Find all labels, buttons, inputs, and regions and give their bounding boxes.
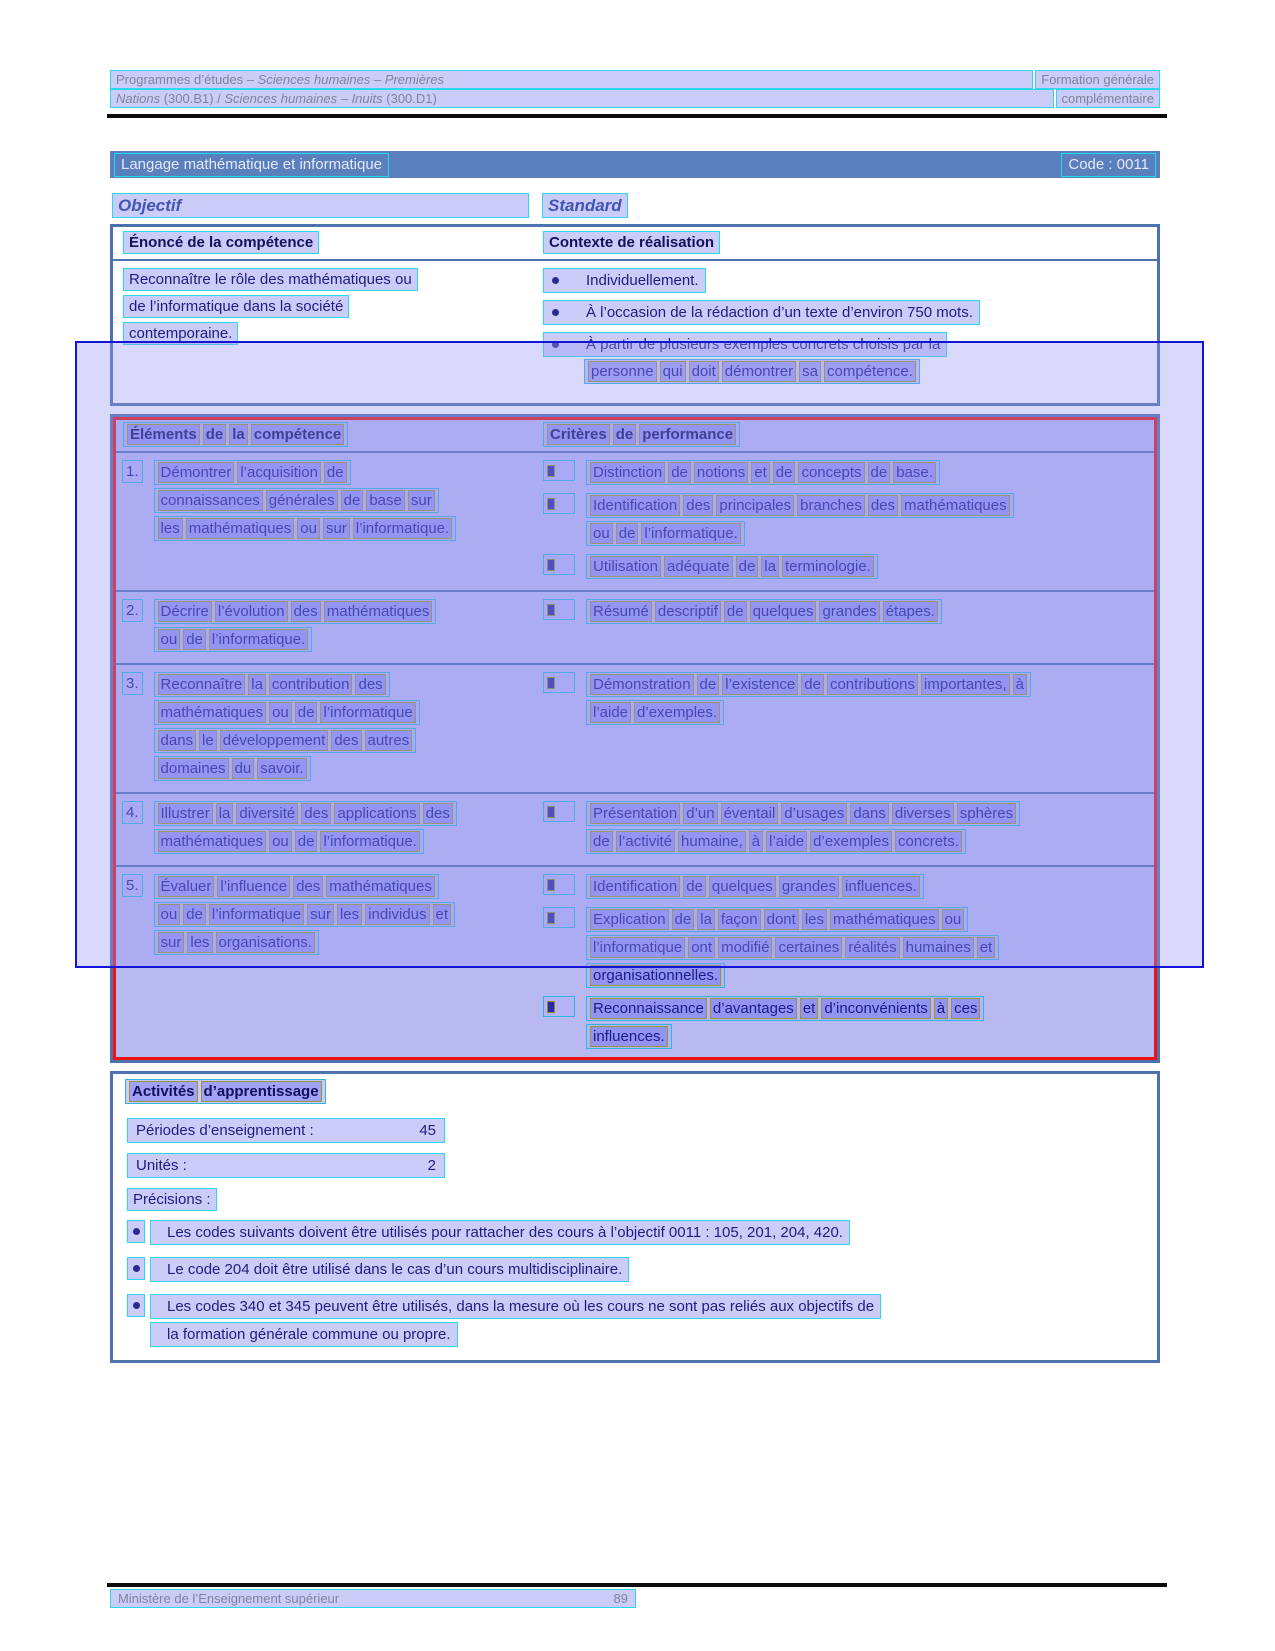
periods-value: 45: [419, 1122, 436, 1139]
competence-table: [110, 224, 1160, 406]
criteria-item: [543, 672, 1157, 728]
element-lines: [154, 672, 420, 784]
note-text: Le code 204 doit être utilisé dans le cas d’un cours multidisciplinaire.: [150, 1257, 629, 1282]
note-text: Les codes 340 et 345 peuvent être utilisés, dans la mesure où les cours ne sont pas reliés aux objectifs de: [150, 1294, 881, 1319]
criteria-item: [543, 493, 1157, 549]
header-line2-left: [110, 89, 1054, 108]
header-line-2: [110, 89, 1160, 108]
element-text: domaines du savoir.: [154, 756, 311, 781]
elements-table-header: [113, 417, 1157, 453]
element-text: connaissances générales de base sur: [154, 488, 439, 513]
element-text: Décrire l’évolution des mathématiques: [154, 599, 437, 624]
header-text-italic: Nations: [116, 91, 161, 106]
bullet-icon: [543, 599, 575, 620]
elements-header-cell: [113, 422, 543, 447]
header-text-regular: (300.B1) /: [160, 91, 225, 106]
criteria-text: Présentation d’un éventail d’usages dans diverses sphères: [586, 801, 1020, 826]
element-lines: [154, 599, 437, 655]
periods-label: Périodes d’enseignement :: [136, 1122, 314, 1139]
element-cell: [113, 801, 543, 857]
element-text: les mathématiques ou sur l’informatique.: [154, 516, 457, 541]
criteria-cell: [543, 599, 1157, 655]
activities-header-row: [113, 1074, 1157, 1108]
context-text: À partir de plusieurs exemples concrets choisis par la: [586, 336, 941, 353]
bullet-icon: [543, 672, 575, 693]
header-rule: [107, 114, 1167, 118]
element-lines: [154, 874, 456, 958]
element-text: mathématiques ou de l’informatique: [154, 700, 420, 725]
table-row: [113, 663, 1157, 792]
table-row: [113, 865, 1157, 1060]
header-line1-right: Formation générale: [1035, 70, 1160, 89]
table-row: [113, 590, 1157, 663]
objective-title-bar: [110, 151, 1160, 178]
bullet-icon: [543, 554, 575, 575]
criteria-cell: [543, 672, 1157, 784]
contexte-header: Contexte de réalisation: [543, 231, 720, 254]
element-cell: [113, 599, 543, 655]
note-text: Les codes suivants doivent être utilisés pour rattacher des cours à l’objectif 0011 : 105, 201, 204, 420.: [150, 1220, 850, 1245]
bullet-icon: [543, 460, 575, 481]
statement-text: de l’informatique dans la société: [123, 295, 349, 318]
criteria-text: organisationnelles.: [586, 963, 725, 988]
criteria-item: [543, 599, 1157, 627]
criteria-cell: [543, 874, 1157, 1052]
criteria-text: Démonstration de l’existence de contributions importantes, à: [586, 672, 1031, 697]
element-cell: [113, 672, 543, 784]
objectif-standard-row: [110, 193, 1160, 218]
header-line1-left: [110, 70, 1033, 89]
criteria-text: Utilisation adéquate de la terminologie.: [586, 554, 878, 579]
criteria-item: [543, 874, 1157, 902]
footer-line: [110, 1589, 636, 1608]
bullet-icon: [552, 309, 559, 316]
periods-field: [127, 1118, 445, 1143]
statement-text: Reconnaître le rôle des mathématiques ou: [123, 268, 418, 291]
statement-text: contemporaine.: [123, 322, 238, 345]
note-text: la formation générale commune ou propre.: [150, 1322, 458, 1347]
page-header: [110, 70, 1160, 118]
note-item: [127, 1220, 1157, 1248]
element-text: mathématiques ou de l’informatique.: [154, 829, 424, 854]
context-line: [543, 300, 980, 325]
objectif-label: Objectif: [112, 193, 529, 218]
bullet-icon: [543, 493, 575, 514]
statement-line: [123, 268, 543, 291]
criteria-item: [543, 996, 1157, 1052]
element-cell: [113, 460, 543, 582]
context-wrap-line: [584, 359, 1157, 384]
competence-table-header: [113, 227, 1157, 261]
criteria-text: Identification des principales branches des mathématiques: [586, 493, 1014, 518]
criteria-text: l’informatique ont modifié certaines réalités humaines et: [586, 935, 999, 960]
element-text: dans le développement des autres: [154, 728, 417, 753]
criteria-text: Reconnaissance d’avantages et d’inconvénients à ces: [586, 996, 984, 1021]
item-number: 1.: [122, 460, 143, 483]
criteria-item: [543, 801, 1157, 857]
element-lines: [154, 801, 457, 857]
bullet-icon: [127, 1220, 145, 1243]
criteria-item: [543, 460, 1157, 488]
header-line2-right: complémentaire: [1056, 89, 1161, 108]
header-text-regular: Programmes d’études –: [116, 72, 258, 87]
footer-rule: [107, 1583, 1167, 1587]
item-number: 5.: [122, 874, 143, 897]
header-text-italic: Sciences humaines – Premières: [257, 72, 445, 87]
table-row: [113, 792, 1157, 865]
element-lines: [154, 460, 457, 544]
criteria-text: Distinction de notions et de concepts de base.: [586, 460, 940, 485]
context-text: À l’occasion de la rédaction d’un texte d’environ 750 mots.: [586, 304, 973, 321]
competence-table-body: [113, 261, 1157, 403]
elements-header: Éléments de la compétence: [123, 422, 348, 447]
precisions-label: Précisions :: [127, 1188, 217, 1211]
units-label: Unités :: [136, 1157, 187, 1174]
standard-label: Standard: [542, 193, 628, 218]
enonce-header: Énoncé de la compétence: [123, 231, 319, 254]
header-text-italic: Sciences humaines – Inuits: [224, 91, 383, 106]
objective-title: Langage mathématique et informatique: [114, 153, 389, 177]
statement-cell: [113, 268, 543, 391]
footer-text: Ministère de l’Enseignement supérieur: [118, 1591, 340, 1606]
context-text: personne qui doit démontrer sa compétence.: [584, 359, 920, 384]
bullet-icon: [543, 996, 575, 1017]
context-line: [543, 332, 947, 357]
item-number: 2.: [122, 599, 143, 622]
criteria-text: l’aide d’exemples.: [586, 700, 724, 725]
context-text: Individuellement.: [586, 272, 699, 289]
contexte-header-cell: [543, 231, 1157, 254]
criteria-text: Explication de la façon dont les mathématiques ou: [586, 907, 968, 932]
element-text: Reconnaître la contribution des: [154, 672, 390, 697]
activities-box: [110, 1071, 1160, 1363]
context-cell: [543, 268, 1157, 391]
page-content: [110, 70, 1160, 1363]
periods-row: [127, 1118, 1157, 1143]
page-footer: [110, 1583, 1160, 1608]
criteria-cell: [543, 460, 1157, 582]
criteria-text: influences.: [586, 1024, 672, 1049]
bullet-icon: [127, 1294, 145, 1317]
item-number: 4.: [122, 801, 143, 824]
context-item: [543, 300, 1157, 325]
activities-body: [113, 1108, 1157, 1360]
criteres-header-cell: [543, 422, 1157, 447]
criteria-text: ou de l’informatique.: [586, 521, 745, 546]
units-field: [127, 1153, 445, 1178]
statement-line: [123, 322, 543, 345]
precisions-row: [127, 1188, 1157, 1211]
bullet-icon: [543, 801, 575, 822]
criteria-item: [543, 554, 1157, 582]
element-text: ou de l’informatique.: [154, 627, 313, 652]
bullet-icon: [127, 1257, 145, 1280]
bullet-icon: [543, 907, 575, 928]
context-line: [543, 268, 706, 293]
bullet-icon: [543, 874, 575, 895]
element-text: Évaluer l’influence des mathématiques: [154, 874, 439, 899]
header-line-1: [110, 70, 1160, 89]
criteria-text: Identification de quelques grandes influences.: [586, 874, 924, 899]
elements-table: [110, 414, 1160, 1063]
bullet-icon: [552, 341, 559, 348]
header-text-regular: (300.D1): [382, 91, 437, 106]
criteria-item: [543, 907, 1157, 991]
criteria-cell: [543, 801, 1157, 857]
criteria-text: de l’activité humaine, à l’aide d’exemples concrets.: [586, 829, 966, 854]
page-number: 89: [613, 1591, 628, 1606]
statement-line: [123, 295, 543, 318]
element-text: Démontrer l’acquisition de: [154, 460, 351, 485]
table-row: [113, 453, 1157, 590]
criteres-header: Critères de performance: [543, 422, 740, 447]
units-value: 2: [427, 1157, 436, 1174]
item-number: 3.: [122, 672, 143, 695]
note-item: [127, 1257, 1157, 1285]
units-row: [127, 1153, 1157, 1178]
activities-header: Activités d’apprentissage: [125, 1079, 326, 1104]
context-item: [543, 332, 1157, 384]
element-text: Illustrer la diversité des applications des: [154, 801, 457, 826]
criteria-text: Résumé descriptif de quelques grandes étapes.: [586, 599, 942, 624]
element-text: ou de l’informatique sur les individus et: [154, 902, 456, 927]
bullet-icon: [552, 277, 559, 284]
element-cell: [113, 874, 543, 1052]
context-item: [543, 268, 1157, 293]
enonce-header-cell: [113, 231, 543, 254]
objective-code-badge: Code : 0011: [1061, 153, 1156, 177]
element-text: sur les organisations.: [154, 930, 319, 955]
note-item: [127, 1294, 1157, 1350]
